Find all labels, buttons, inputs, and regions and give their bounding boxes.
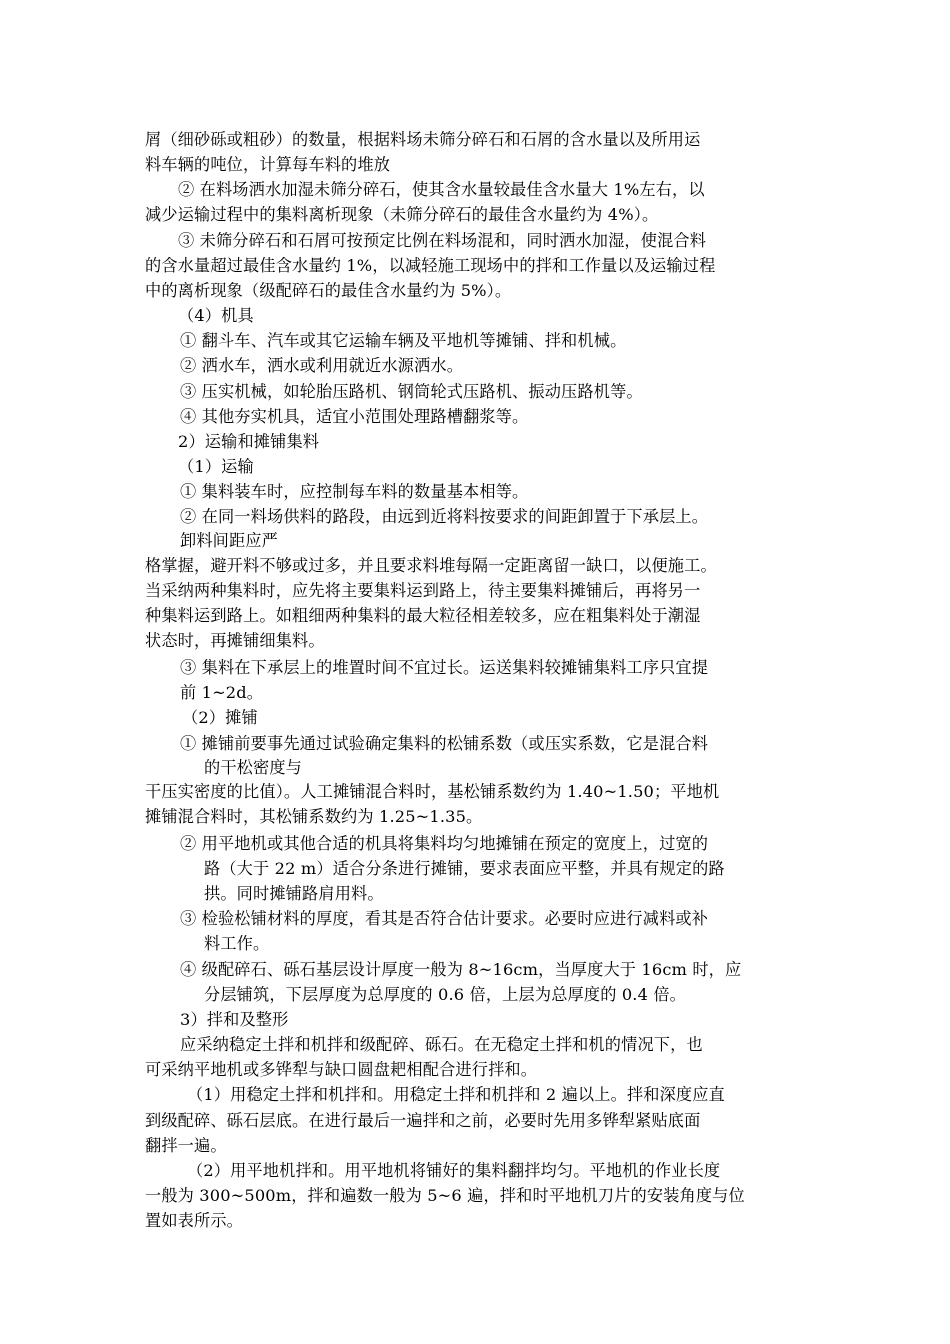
text-line: 分层铺筑，下层厚度为总厚度的 0.6 倍，上层为总厚度的 0.4 倍。 [204,985,687,1004]
text-line: 格掌握，避开料不够或过多，并且要求料堆每隔一定距离留一缺口，以便施工。 [145,556,717,575]
list-item: ③ 压实机械，如轮胎压路机、钢筒轮式压路机、振动压路机等。 [180,382,643,401]
text-line: 料车辆的吨位，计算每车料的堆放 [145,155,391,174]
text-line: 屑（细砂砾或粗砂）的数量，根据料场未筛分碎石和石屑的含水量以及所用运 [145,130,701,149]
text-line: （2）用平地机拌和。用平地机将铺好的集料翻拌均匀。平地机的作业长度 [187,1161,721,1180]
text-line: （1）用稳定土拌和机拌和。用稳定土拌和机拌和 2 遍以上。拌和深度应直 [187,1085,725,1104]
subsection-heading: （1）运输 [178,457,254,476]
text-line: 的含水量超过最佳含水量约 1%，以减轻施工现场中的拌和工作量以及运输过程 [145,256,716,275]
list-item: ① 翻斗车、汽车或其它运输车辆及平地机等摊铺、拌和机械。 [180,331,627,350]
text-line: 到级配碎、砾石层底。在进行最后一遍拌和之前，必要时先用多铧犁紧贴底面 [145,1111,701,1130]
section-heading: 2）运输和摊铺集料 [178,432,320,451]
text-line: 置如表所示。 [145,1211,244,1230]
text-line: 种集料运到路上。如粗细两种集料的最大粒径相差较多，应在粗集料处于潮湿 [145,606,701,625]
section-heading: （4）机具 [178,306,254,325]
text-line: 摊铺混合料时，其松铺系数约为 1.25~1.35。 [145,807,483,826]
text-line: 拱。同时摊铺路肩用料。 [204,884,384,903]
list-item: ① 集料装车时，应控制每车料的数量基本相等。 [180,482,529,501]
text-line: 卸料间距应严 [180,531,279,550]
text-line: 可采纳平地机或多铧犁与缺口圆盘耙相配合进行拌和。 [145,1060,538,1079]
list-item: ② 在同一料场供料的路段，由远到近将料按要求的间距卸置于下承层上。 [180,507,709,526]
list-item: ③ 集料在下承层上的堆置时间不宜过长。运送集料较摊铺集料工序只宜提 [180,658,709,677]
text-line: 状态时，再摊铺细集料。 [145,631,325,650]
text-line: 料工作。 [204,934,270,953]
text-line: 路（大于 22 m）适合分条进行摊铺，要求表面应平整，并具有规定的路 [204,859,725,878]
subsection-heading: （2）摊铺 [182,708,258,727]
list-item: ④ 其他夯实机具，适宜小范围处理路槽翻浆等。 [180,407,529,426]
list-item: ④ 级配碎石、砾石基层设计厚度一般为 8~16cm，当厚度大于 16cm 时，应 [180,960,742,979]
text-line: 干压实密度的比值）。人工摊铺混合料时，基松铺系数约为 1.40~1.50；平地机 [145,782,720,801]
text-line: 当采纳两种集料时，应先将主要集料运到路上，待主要集料摊铺后，再将另一 [145,581,701,600]
text-line: 应采纳稳定土拌和机拌和级配碎、砾石。在无稳定土拌和机的情况下，也 [180,1035,703,1054]
list-item: ① 摊铺前要事先通过试验确定集料的松铺系数（或压实系数，它是混合料 [180,734,709,753]
text-line: 翻拌一遍。 [145,1136,227,1155]
text-line: ② 在料场洒水加湿未筛分碎石，使其含水量较最佳含水量大 1%左右，以 [178,180,705,199]
text-line: 前 1~2d。 [180,683,264,702]
section-heading: 3）拌和及整形 [180,1010,289,1029]
text-line: 中的离析现象（级配碎石的最佳含水量约为 5%）。 [145,281,512,300]
text-line: 一般为 300~500m，拌和遍数一般为 5~6 遍，拌和时平地机刀片的安装角度与位 [145,1186,745,1205]
text-line: 的干松密度与 [204,758,303,777]
list-item: ② 用平地机或其他合适的机具将集料均匀地摊铺在预定的宽度上，过宽的 [180,834,709,853]
list-item: ② 洒水车，洒水或利用就近水源洒水。 [180,356,464,375]
text-line: 减少运输过程中的集料离析现象（未筛分碎石的最佳含水量约为 4%）。 [145,205,659,224]
list-item: ③ 检验松铺材料的厚度，看其是否符合估计要求。必要时应进行减料或补 [180,909,709,928]
text-line: ③ 未筛分碎石和石屑可按预定比例在料场混和，同时洒水加湿，使混合料 [178,231,707,250]
